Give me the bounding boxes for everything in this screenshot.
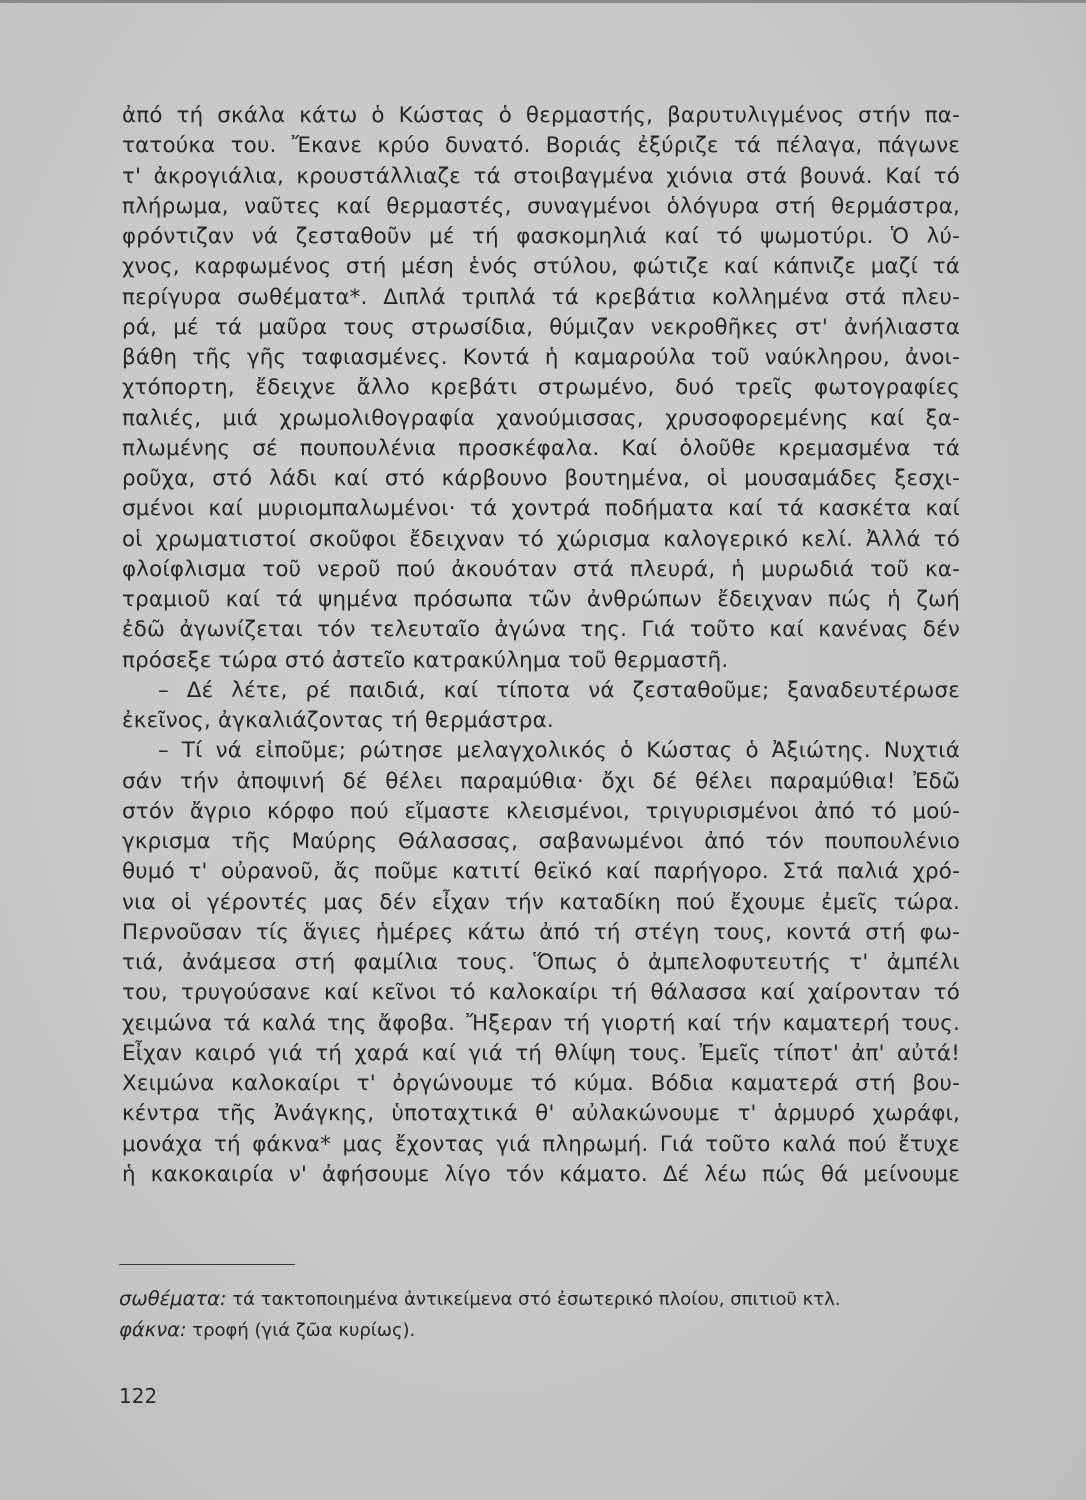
text-line: του, τρυγούσανε καί κεῖνοι τό καλοκαίρι τή θάλασσα καί χαίρονταν τό — [122, 980, 960, 1006]
text-line: σάν τήν ἀποψινή δέ θέλει παραμύθια· ὄχι δέ θέλει παραμύθια! Ἐδῶ — [122, 768, 960, 794]
text-line: ροῦχα, στό λάδι καί στό κάρβουνο βουτημένα, οἱ μουσαμάδες ξεσχι- — [122, 466, 960, 491]
text-line: ἐδῶ ἀγωνίζεται τόν τελευταῖο ἀγώνα της. Γιά τοῦτο καί κανένας δέν — [122, 617, 960, 643]
text-line: πλωμένης σέ πουπουλένια προσκέφαλα. Καί ὁλοῦθε κρεμασμένα τά — [122, 435, 960, 461]
text-line: γκρισμα τῆς Μαύρης Θάλασσας, σαβανωμένοι ἀπό τόν πουπουλένιο — [122, 829, 960, 854]
text-line: τ' ἀκρογιάλια, κρουστάλλιαζε τά στοιβαγμένα χιόνια στά βουνά. Καί τό — [122, 163, 960, 189]
page-number: 122 — [119, 1384, 158, 1408]
footnote-term: σωθέματα: — [119, 1287, 227, 1310]
text-line: τραμιοῦ καί τά ψημένα πρόσωπα τῶν ἀνθρώπων ἔδειχναν πώς ἡ ζωή — [122, 587, 960, 612]
text-line: τατούκα του. Ἔκανε κρύο δυνατό. Βοριάς ἐξύριζε τά πέλαγα, πάγωνε — [122, 133, 960, 159]
text-line: χειμώνα τά καλά της ἄφοβα. Ἤξεραν τή γιορτή καί τήν καματερή τους. — [122, 1010, 960, 1036]
text-line: οἱ χρωματιστοί σκοῦφοι ἔδειχναν τό χώρισμα καλογερικό κελί. Ἀλλά τό — [122, 526, 960, 552]
text-line: φρόντιζαν νά ζεσταθοῦν μέ τή φασκομηλιά καί τό ψωμοτύρι. Ὁ λύ- — [122, 224, 960, 249]
text-line: σμένοι καί μυριομπαλωμένοι· τά χοντρά ποδήματα καί τά κασκέτα καί — [122, 496, 960, 522]
page-top-edge — [0, 0, 1086, 3]
text-line: περίγυρα σωθέματα*. Διπλά τριπλά τά κρεβάτια κολλημένα στά πλευ- — [122, 284, 960, 310]
text-line: νια οἱ γέροντές μας δέν εἶχαν τήν καταδίκη πού ἔχουμε ἐμεῖς τώρα. — [122, 889, 960, 915]
footnote-divider — [119, 1264, 295, 1265]
text-line: κέντρα τῆς Ἀνάγκης, ὑποταχτικά θ' αὐλακώνουμε τ' ἁρμυρό χωράφι, — [122, 1101, 960, 1127]
text-line: στόν ἄγριο κόρφο πού εἴμαστε κλεισμένοι, τριγυρισμένοι ἀπό τό μού- — [122, 798, 960, 824]
footnote-term: φάκνα: — [119, 1318, 187, 1341]
text-line: Χειμώνα καλοκαίρι τ' ὀργώνουμε τό κύμα. Βόδια καματερά στή βου- — [122, 1071, 960, 1096]
text-line: παλιές, μιά χρωμολιθογραφία χανούμισσας, χρυσοφορεμένης καί ξα- — [122, 405, 960, 431]
text-line: βάθη τῆς γῆς ταφιασμένες. Κοντά ἡ καμαρούλα τοῦ ναύκληρου, ἀνοι- — [122, 345, 960, 370]
text-line: ρά, μέ τά μαῦρα τους στρωσίδια, θύμιζαν νεκροθῆκες στ' ἀνήλιαστα — [122, 314, 960, 340]
text-line: Περνοῦσαν τίς ἅγιες ἡμέρες κάτω ἀπό τή στέγη τους, κοντά στή φω- — [122, 919, 960, 945]
footnotes — [119, 1284, 969, 1346]
text-line: ἡ κακοκαιρία ν' ἀφήσουμε λίγο τόν κάματο. Δέ λέω πώς θά μείνουμε — [122, 1161, 960, 1187]
text-line: χνος, καρφωμένος στή μέση ἑνός στύλου, φώτιζε καί κάπνιζε μαζί τά — [122, 254, 960, 280]
text-line: Εἶχαν καιρό γιά τή χαρά καί γιά τή θλίψη τους. Ἐμεῖς τίποτ' ἀπ' αὐτά! — [122, 1040, 960, 1066]
footnote — [119, 1315, 969, 1346]
text-line: πρόσεξε τώρα στό ἀστεῖο κατρακύλημα τοῦ θερμαστῆ. — [122, 647, 729, 673]
footnote-text: τά τακτοποιημένα ἀντικείμενα στό ἐσωτερικό πλοίου, σπιτιοῦ κτλ. — [226, 1289, 841, 1310]
text-line: θυμό τ' οὐρανοῦ, ἄς ποῦμε κατιτί θεϊκό καί παρήγορο. Στά παλιά χρό- — [122, 859, 960, 885]
text-line: φλοίφλισμα τοῦ νεροῦ πού ἀκουόταν στά πλευρά, ἡ μυρωδιά τοῦ κα- — [122, 556, 960, 582]
body-text — [122, 101, 960, 1190]
text-line: μονάχα τή φάκνα* μας ἔχοντας γιά πληρωμή. Γιά τοῦτο καλά πού ἔτυχε — [122, 1131, 960, 1157]
dialogue-line: – Δέ λέτε, ρέ παιδιά, καί τίποτα νά ζεσταθοῦμε; ξαναδευτέρωσε — [158, 677, 960, 703]
text-line: ἀπό τή σκάλα κάτω ὁ Κώστας ὁ θερμαστής, βαρυτυλιγμένος στήν πα- — [122, 103, 960, 128]
text-line: χτόπορτη, ἔδειχνε ἄλλο κρεβάτι στρωμένο, δυό τρεῖς φωτογραφίες — [122, 375, 960, 401]
text-line: πλήρωμα, ναῦτες καί θερμαστές, συναγμένοι ὁλόγυρα στή θερμάστρα, — [122, 193, 960, 219]
text-line: ἐκεῖνος, ἀγκαλιάζοντας τή θερμάστρα. — [122, 708, 554, 733]
text-line: τιά, ἀνάμεσα στή φαμίλια τους. Ὅπως ὁ ἀμπελοφυτευτής τ' ἀμπέλι — [122, 950, 960, 975]
dialogue-line: – Τί νά εἰποῦμε; ρώτησε μελαγχολικός ὁ Κώστας ὁ Ἀξιώτης. Νυχτιά — [158, 738, 960, 764]
footnote-text: τροφή (γιά ζῶα κυρίως). — [186, 1320, 416, 1341]
footnote — [119, 1284, 969, 1315]
